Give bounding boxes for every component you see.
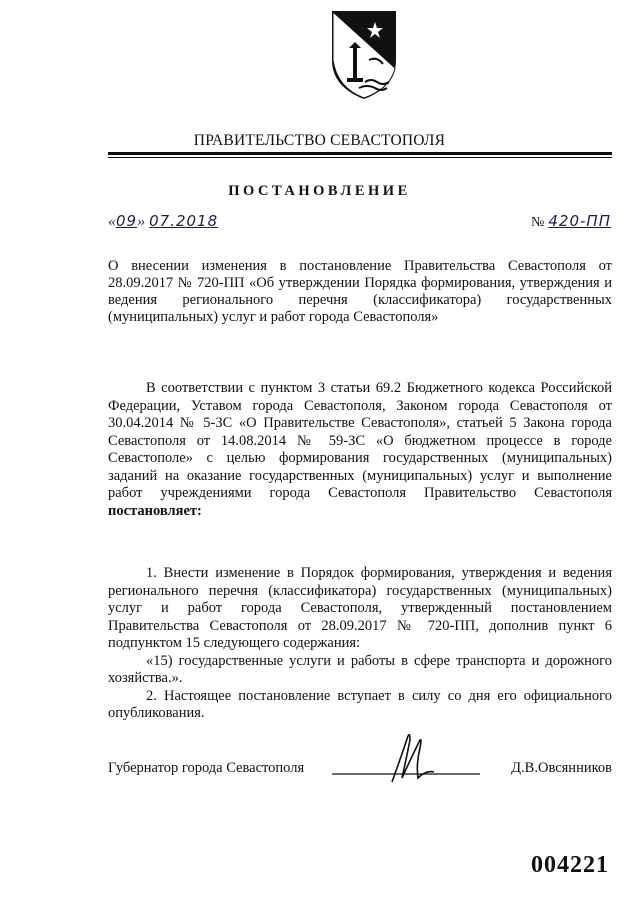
resolution-items bbox=[108, 565, 612, 723]
organization-title: ПРАВИТЕЛЬСТВО СЕВАСТОПОЛЯ bbox=[193, 132, 446, 149]
date-month-year: 07.2018 bbox=[149, 212, 219, 230]
resolution-item: 1. Внести изменение в Порядок формирования, утверждения и ведения регионального перечня (классификатора) государственных (муниципальных) услуг и работ города Севастополя, утвержденный постановлением Правительства Севастополя от 28.09.2017 № 720-ПП, дополнив пункт 6 подпунктом 15 следующего содержания: bbox=[108, 565, 612, 651]
handwritten-signature bbox=[330, 730, 490, 786]
resolution-item: «15) государственные услуги и работы в сфере транспорта и дорожного хозяйства.». bbox=[108, 652, 612, 686]
signatory-position: Губернатор города Севастополя bbox=[108, 760, 305, 776]
preamble-resolve-word: постановляет: bbox=[108, 502, 202, 519]
date-close-quote: » bbox=[137, 213, 146, 230]
document-date bbox=[108, 212, 218, 231]
signatory-name: Д.В.Овсянников bbox=[511, 760, 612, 776]
document-subject: О внесении изменения в постановление Правительства Севастополя от 28.09.2017 № 720-ПП «Об утверждении Порядка формирования, утверждения и ведения регионального перечня (классификатора) государственных (муниципальных) услуг и работ города Севастополя» bbox=[108, 258, 612, 325]
resolution-item: 2. Настоящее постановление вступает в силу со дня его официального опубликования. bbox=[108, 687, 612, 721]
date-open-quote: « bbox=[108, 213, 116, 230]
document-number bbox=[531, 212, 611, 231]
preamble-text: В соответствии с пунктом 3 статьи 69.2 Бюджетного кодекса Российской Федерации, Уставом города Севастополя, Законом города Севастополя от 30.04.2014 № 5-ЗС «О Правительстве Севастополя», статьей 5 Закона города Севастополя от 14.08.2014 № 59-ЗС «О бюджетном процессе в городе Севастополе» с целью формирования государственных (муниципальных) заданий на оказание государственных (муниципальных) услуг и выполнение работ учреждениями города Севастополя Правительство Севастополя bbox=[108, 380, 612, 501]
preamble-paragraph bbox=[108, 380, 612, 520]
date-day: 09 bbox=[116, 212, 138, 230]
header-rule-thin bbox=[108, 157, 612, 158]
serial-number: 004221 bbox=[531, 852, 609, 878]
header-rule-thick bbox=[108, 152, 612, 155]
sevastopol-coat-of-arms-icon bbox=[329, 8, 399, 100]
document-type-heading: ПОСТАНОВЛЕНИЕ bbox=[228, 183, 411, 199]
number-value: 420-ПП bbox=[548, 212, 611, 230]
number-prefix: № bbox=[531, 215, 545, 230]
signature-block bbox=[108, 760, 612, 800]
